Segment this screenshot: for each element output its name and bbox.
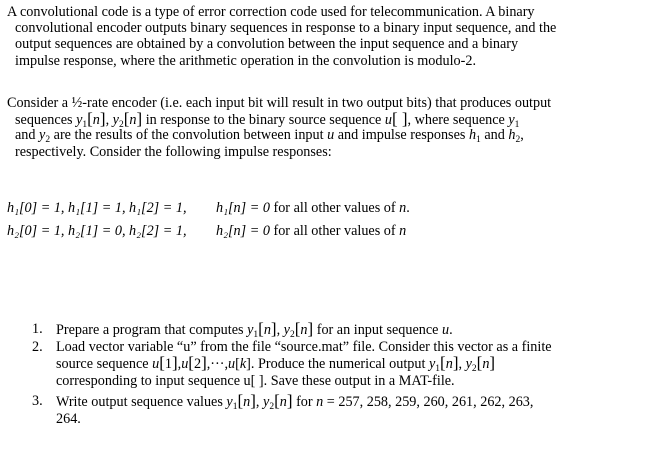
- source-sequence-expression: u[ ]: [384, 109, 408, 129]
- intro-line: convolutional encoder outputs binary sequences in response to a binary input sequence, and the: [15, 20, 557, 37]
- output-sequences-expression: $y_1[n]$, $y_2[n]$: [428, 353, 496, 375]
- task-3-line-1: Write output sequence values $y_1[n]$, $y_2[n]$ for n = 257, 258, 259, 260, 261, 262, 263,: [56, 391, 534, 412]
- setup-line-2: [7, 109, 647, 131]
- intro-paragraph: [7, 4, 647, 69]
- task-2-line-1: Load vector variable “u” from the file “source.mat” file. Consider this vector as a finite: [56, 339, 552, 355]
- impulse-response-equations: [7, 200, 647, 244]
- task-item-3: [0, 393, 646, 429]
- h1-values: h₁[0] = 1, h₁[1] = 1, h₁[2] = 1,: [7, 200, 187, 216]
- h1-other-values: h₁[n] = 0 for all other values of n.: [216, 200, 410, 216]
- output-sequences-expression: $y_1[n]$, $y_2[n]$: [76, 109, 143, 131]
- task-item-2: [0, 339, 646, 393]
- setup-paragraph: [7, 95, 647, 160]
- h2-symbol: $h_2$: [508, 127, 521, 146]
- output-sequences-expression: $y_1[n]$, $y_2[n]$: [226, 391, 293, 412]
- task-3-line-2: 264.: [56, 411, 81, 427]
- task-number: 1.: [32, 321, 43, 337]
- y2-symbol: $y_2$: [39, 127, 51, 146]
- task-list: [0, 321, 654, 429]
- task-2-line-2: source sequence u[1],u[2],···,u[k]. Produce the numerical output $y_1[n]$, $y_2[n]$: [56, 353, 496, 375]
- intro-line: impulse response, where the arithmetic operation in the convolution is modulo-2.: [15, 52, 476, 69]
- u-symbol: u: [327, 127, 335, 144]
- h1-symbol: $h_1$: [468, 127, 481, 146]
- y1-symbol: $y_1$: [508, 112, 520, 131]
- setup-line-3: and $y_2$ are the results of the convolution between input u and impulse responses $h_1$ and $h_2$,: [15, 127, 524, 146]
- task-2-line-3: corresponding to input sequence u[ ]. Save these output in a MAT-file.: [56, 373, 455, 390]
- task-number: 2.: [32, 339, 43, 355]
- output-sequences-expression: $y_1[n]$, $y_2[n]$: [247, 319, 314, 340]
- setup-text: in response to the binary source sequence: [142, 112, 385, 129]
- setup-line-4: respectively. Consider the following impulse responses:: [15, 143, 332, 160]
- h2-other-values: h₂[n] = 0 for all other values of n: [216, 223, 407, 239]
- setup-line-1: Consider a ½-rate encoder (i.e. each input bit will result in two output bits) that produces output: [7, 95, 552, 111]
- setup-text: sequences: [15, 112, 77, 129]
- setup-text: , where sequence: [407, 112, 509, 129]
- task-item-1: 1. Prepare a program that computes $y_1[n]$, $y_2[n]$ for an input sequence u.: [32, 319, 453, 340]
- intro-line: A convolutional code is a type of error correction code used for telecommunication. A binary: [7, 4, 535, 20]
- finite-sequence-expression: u[1],u[2],···,u[k]: [152, 353, 251, 373]
- task-number: 3.: [32, 393, 43, 409]
- h2-values: h₂[0] = 1, h₂[1] = 0, h₂[2] = 1,: [7, 223, 187, 239]
- intro-line: output sequences are obtained by a convolution between the input sequence and a binary: [15, 36, 519, 53]
- n-values: 257, 258, 259, 260, 261, 262, 263,: [338, 394, 534, 410]
